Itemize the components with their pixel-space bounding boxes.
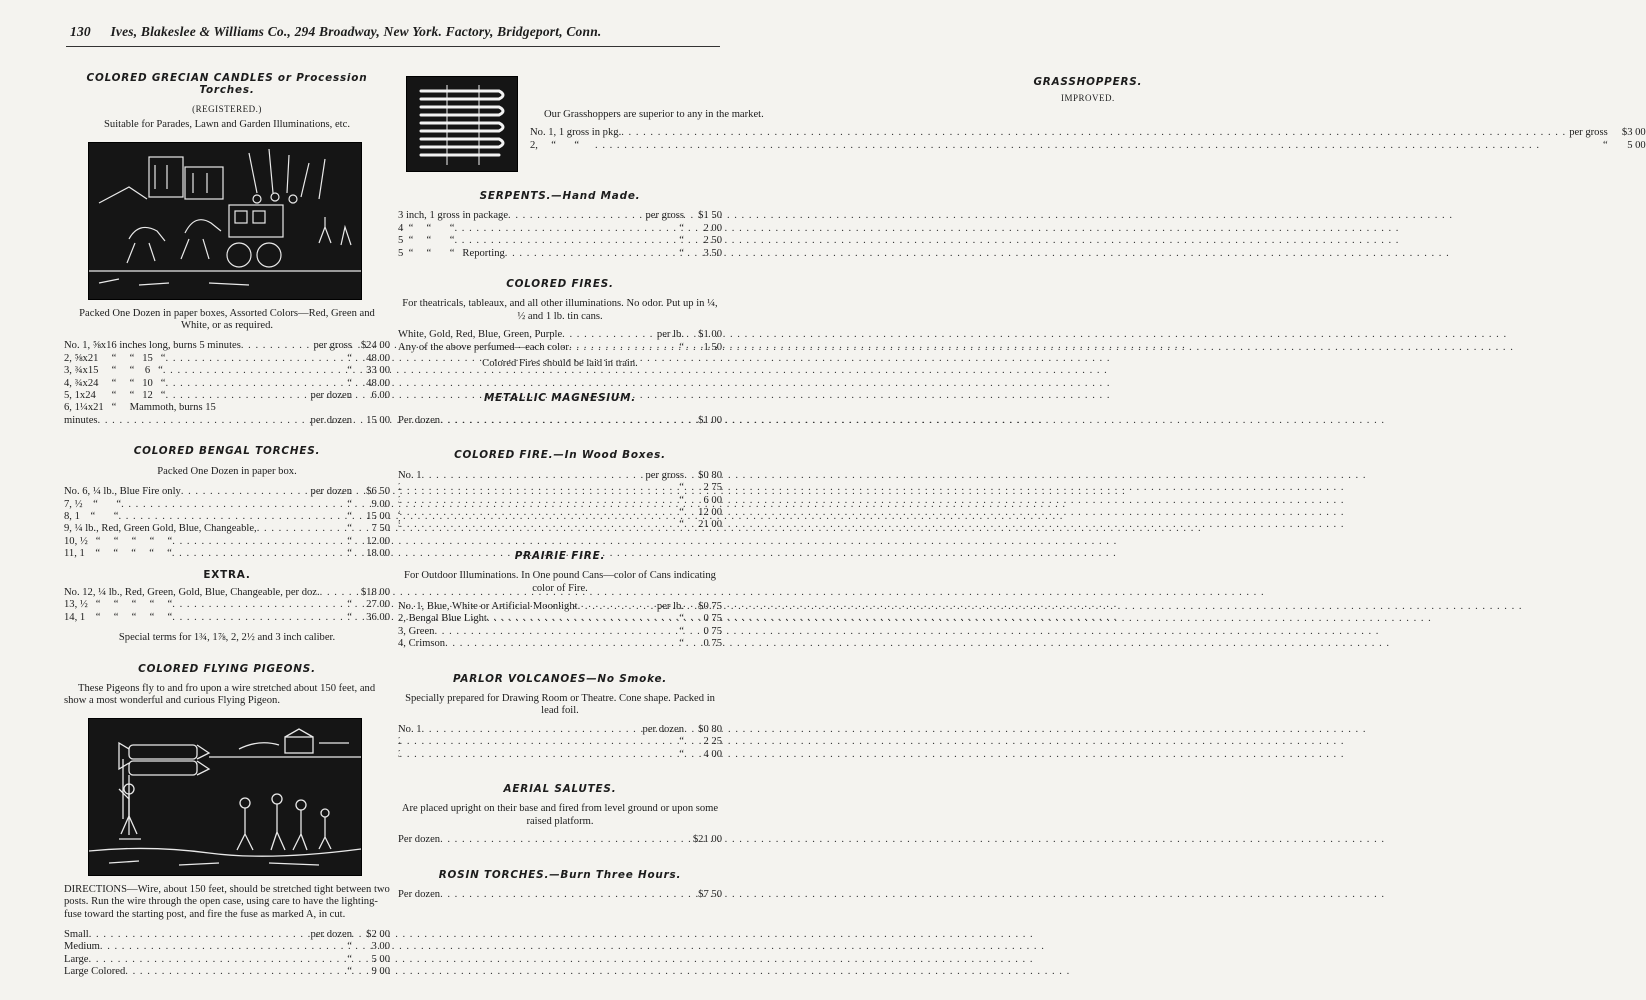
price-row-item: 10, ½ “ “ “ “ “ (64, 535, 173, 547)
price-row-item: White, Gold, Red, Blue, Green, Purple (398, 329, 563, 341)
price-row-price: $21 00 (692, 834, 722, 846)
price-row-item: Medium (64, 941, 100, 953)
dot-leader (181, 486, 308, 498)
price-row-unit: “ (1603, 139, 1608, 151)
dot-leader (440, 834, 681, 846)
dot-leader (172, 536, 344, 548)
price-row-unit: “ (347, 377, 352, 389)
price-row-price: 2 00 (703, 222, 722, 234)
flying-pigeon-engraving-image (88, 718, 362, 876)
dot-leader (569, 342, 676, 354)
price-row-unit: per gross (313, 340, 352, 352)
price-row-unit: “ (679, 613, 684, 625)
price-row (64, 599, 390, 611)
dot-leader (121, 499, 344, 511)
price-row-price: 1 50 (703, 341, 722, 353)
price-row-price: $1 00 (698, 329, 722, 341)
price-row (64, 390, 390, 402)
pigeons-directions: DIRECTIONS—Wire, about 150 feet, should be stretched tight between two posts. Run the wire through the open case, using care to have the lighting-fuse toward the starting post, and fire the fuse as marked A, in cut. (64, 883, 390, 920)
price-row-price: 0 75 (703, 638, 722, 650)
price-row-item: 9, ¼ lb., Red, Green Gold, Blue, Changeable, (64, 523, 257, 535)
page-number: 130 (70, 24, 91, 39)
prairie-price-list (398, 601, 722, 651)
price-row-unit: “ (679, 736, 684, 748)
price-row-item: No. 1 (398, 723, 422, 735)
dot-leader (505, 248, 677, 260)
dot-leader (454, 235, 676, 247)
price-row (64, 536, 390, 548)
dot-leader (163, 365, 344, 377)
price-row-price: 3 00 (371, 941, 390, 953)
price-row (64, 365, 390, 377)
header-rule (66, 46, 720, 47)
price-row-price: $3 00 (1621, 127, 1646, 139)
price-row-price: 48 00 (366, 377, 390, 389)
price-row-unit: “ (679, 625, 684, 637)
fires-note: Colored Fires should be laid in train. (482, 358, 638, 370)
price-row-unit: per lb. (656, 600, 684, 612)
price-row-price: 7 50 (371, 523, 390, 535)
price-row-price: 2 75 (703, 482, 722, 494)
price-row-unit: per dozen (310, 486, 352, 498)
price-row (64, 415, 390, 427)
woodbox-price-list (398, 470, 722, 532)
woodbox-title: COLORED FIRE.—In Wood Boxes. (454, 449, 666, 462)
dot-leader (400, 519, 677, 531)
price-row-price: 3 50 (703, 247, 722, 259)
price-row-item: 3, Green (398, 625, 435, 637)
dot-leader (89, 954, 345, 966)
price-row (398, 724, 722, 736)
price-row (64, 548, 390, 560)
price-row-unit: per gross (1569, 127, 1608, 139)
fires-title: COLORED FIRES. (506, 278, 614, 291)
dot-leader (100, 941, 344, 953)
dot-leader (621, 127, 1566, 139)
price-row (64, 499, 390, 511)
price-row-item: 2, “ “ (530, 139, 596, 151)
price-row-price: 9 00 (371, 498, 390, 510)
price-row-item: 4, Crimson (398, 638, 446, 650)
price-row (398, 223, 722, 235)
dot-leader (445, 638, 676, 650)
price-row (398, 248, 722, 260)
dot-leader (440, 889, 681, 901)
price-row-item: 6, 1¼x21 “ Mammoth, burns 15 (64, 402, 216, 414)
price-row-item: Any of the above perfumed—each color (398, 341, 569, 353)
fires-desc: For theatricals, tableaux, and all other illuminations. No odor. Put up in ¼, ½ and 1 lb. tin cans. (402, 298, 718, 322)
price-row-unit: “ (347, 941, 352, 953)
prairie-title: PRAIRIE FIRE. (514, 549, 606, 562)
price-row-unit: “ (347, 599, 352, 611)
dot-leader (508, 210, 642, 222)
rosin-title: ROSIN TORCHES.—Burn Three Hours. (438, 868, 682, 881)
price-row (64, 929, 390, 941)
price-row-unit: per gross (645, 210, 684, 222)
price-row-price: 15 00 (366, 510, 390, 522)
grecian-registered: (REGISTERED.) (192, 103, 262, 114)
price-row-unit: “ (347, 611, 352, 623)
price-row-item: Large Colored (64, 966, 126, 978)
dot-leader (422, 470, 643, 482)
price-row (398, 613, 722, 625)
price-row (64, 523, 390, 535)
price-row-unit: “ (347, 365, 352, 377)
price-row-item: 4 “ “ “ (398, 222, 455, 234)
price-row (398, 601, 722, 613)
price-row (398, 834, 722, 846)
price-row-price: 6 00 (371, 390, 390, 402)
price-row (398, 482, 722, 494)
price-row-price: $0 80 (698, 469, 722, 481)
price-row-unit: “ (679, 482, 684, 494)
serpents-price-list (398, 210, 722, 260)
price-row-price: 5 00 (371, 953, 390, 965)
price-row-unit: “ (679, 519, 684, 531)
price-row-price: $24 00 (360, 340, 390, 352)
grecian-packed: Packed One Dozen in paper boxes, Assorted Colors—Red, Green and White, or as required. (79, 307, 375, 332)
grecian-price-list (64, 340, 390, 427)
bengal-packed: Packed One Dozen in paper box. (157, 465, 297, 477)
right-column (398, 72, 1646, 901)
price-row (64, 353, 390, 365)
price-row (398, 470, 722, 482)
price-row-item: Per dozen (398, 834, 441, 846)
bengal-extra-title: EXTRA. (203, 568, 251, 581)
page-header (70, 24, 718, 40)
price-row (398, 210, 722, 222)
dot-leader (118, 511, 344, 523)
dot-leader (172, 612, 344, 624)
price-row-item: No. 1, ⅝x16 inches long, burns 5 minutes (64, 340, 241, 352)
price-row-unit: “ (347, 498, 352, 510)
price-row-item: No. 6, ¼ lb., Blue Fire only (64, 486, 181, 498)
price-row-price: 33 00 (366, 365, 390, 377)
price-row-item: 13, ½ “ “ “ “ “ (64, 599, 173, 611)
dot-leader (400, 736, 677, 748)
price-row (398, 342, 722, 354)
price-row-item: Small (64, 929, 89, 940)
price-row (398, 626, 722, 638)
price-row-price: 4 00 (703, 748, 722, 760)
volcanoes-price-list (398, 724, 722, 761)
price-row-price: 15 00 (366, 414, 390, 426)
dot-leader (400, 507, 677, 519)
price-row (398, 495, 722, 507)
pigeons-title: COLORED FLYING PIGEONS. (138, 662, 316, 675)
magnesium-price-list (398, 415, 722, 427)
price-row (64, 340, 390, 352)
price-row-item: Large (64, 953, 89, 965)
price-row-item: No. 1, Blue, White or Artificial Moonlight (398, 600, 578, 612)
price-row (530, 127, 1646, 139)
dot-leader (595, 140, 1600, 152)
price-row-unit: per lb. (656, 329, 684, 341)
price-row (64, 941, 390, 953)
grasshoppers-title: GRASSHOPPERS. (1033, 76, 1143, 88)
price-row-unit: per dozen (642, 723, 684, 735)
grasshoppers-engraving-image (406, 76, 518, 172)
price-row (398, 749, 722, 761)
price-row-item: 2, Bengal Blue Light (398, 613, 487, 625)
price-row-price: 48 00 (366, 352, 390, 364)
price-row (64, 511, 390, 523)
price-row-price: 5 00 (1627, 139, 1646, 151)
price-row-item: 8, 1 “ “ (64, 510, 119, 522)
dot-leader (400, 482, 677, 494)
bengal-special: Special terms for 1¾, 1⅞, 2, 2½ and 3 inch caliber. (118, 632, 336, 644)
price-row (398, 638, 722, 650)
price-row-unit: “ (679, 638, 684, 650)
price-row (64, 402, 390, 414)
dot-leader (257, 523, 345, 535)
price-row-unit: “ (679, 247, 684, 259)
dot-leader (241, 340, 311, 352)
price-row (398, 507, 722, 519)
price-row-item: 2, ⅝x21 “ “ 15 “ (64, 352, 166, 364)
bengal-title: COLORED BENGAL TORCHES. (133, 445, 321, 458)
price-row-item: 3 inch, 1 gross in package (398, 210, 509, 222)
price-row (64, 378, 390, 390)
dot-leader (166, 353, 345, 365)
price-row-item: Per dozen (398, 414, 441, 426)
price-row-item: Per dozen (398, 889, 441, 901)
price-row-item: 14, 1 “ “ “ “ “ (64, 611, 173, 623)
price-row-unit: per dozen (310, 390, 352, 402)
price-row-unit: “ (679, 341, 684, 353)
dot-leader (320, 587, 349, 599)
price-row-price: 27 00 (366, 599, 390, 611)
price-row-item: 4, ¾x24 “ “ 10 “ (64, 377, 166, 389)
price-row-unit: “ (347, 510, 352, 522)
price-row-unit: “ (347, 535, 352, 547)
dot-leader (172, 548, 344, 560)
price-row-price: 2 50 (703, 235, 722, 247)
grecian-desc: Suitable for Parades, Lawn and Garden Illuminations, etc. (104, 119, 350, 131)
prairie-desc: For Outdoor Illuminations. In One pound Cans—color of Cans indicating color of Fire. (404, 570, 716, 594)
dot-leader (578, 601, 654, 613)
bengal-extra-price-list (64, 587, 390, 624)
price-row-price: 2 25 (703, 736, 722, 748)
price-row-unit: “ (679, 494, 684, 506)
grasshoppers-improved: IMPROVED. (1060, 93, 1115, 104)
price-row (530, 140, 1646, 152)
salutes-desc: Are placed upright on their base and fired from level ground or upon some raised platform. (401, 803, 719, 827)
dot-leader (454, 223, 676, 235)
price-row-price: 12 00 (366, 535, 390, 547)
price-row-item: 5 “ “ “ (398, 235, 455, 247)
price-row-price: $18 00 (360, 586, 390, 598)
price-row-price: 6 00 (703, 494, 722, 506)
magnesium-title: METALLIC MAGNESIUM. (483, 392, 637, 405)
price-row-price: 0 75 (703, 613, 722, 625)
volcanoes-title: PARLOR VOLCANOES—No Smoke. (452, 672, 668, 685)
dot-leader (562, 329, 654, 341)
pigeons-price-list (64, 929, 390, 979)
salutes-price-list (398, 834, 722, 846)
price-row (64, 966, 390, 978)
price-row-item: 3, ¾x15 “ “ 6 “ (64, 365, 163, 377)
price-row-unit: “ (347, 548, 352, 560)
dot-leader (434, 626, 676, 638)
price-row (64, 486, 390, 498)
price-row-unit: per dozen (310, 414, 352, 426)
price-row-price: $0 75 (698, 600, 722, 612)
price-row-item: minutes (64, 414, 98, 426)
price-row-unit: per dozen (310, 929, 352, 940)
dot-leader (125, 966, 344, 978)
price-row-unit: “ (679, 748, 684, 760)
price-row-item: 5 “ “ “ Reporting (398, 247, 505, 259)
bengal-price-list (64, 486, 390, 560)
price-row-price: $0 80 (698, 723, 722, 735)
dot-leader (400, 495, 677, 507)
price-row (398, 736, 722, 748)
dot-leader (98, 415, 308, 427)
price-row-unit: “ (679, 222, 684, 234)
price-row-unit: “ (347, 523, 352, 535)
price-row-unit: “ (347, 352, 352, 364)
price-row (398, 235, 722, 247)
left-column (64, 72, 390, 979)
grasshoppers-price-list (530, 127, 1646, 152)
price-row (398, 519, 722, 531)
price-row (398, 329, 722, 341)
price-row-price: $6 50 (366, 486, 390, 498)
salutes-title: AERIAL SALUTES. (503, 783, 617, 795)
header-text: Ives, Blakeslee & Williams Co., 294 Broadway, New York. Factory, Bridgeport, Conn. (110, 24, 602, 39)
price-row-unit: “ (347, 966, 352, 978)
dot-leader (89, 929, 308, 941)
price-row-price: 21 00 (698, 519, 722, 531)
price-row (398, 415, 722, 427)
price-row-price: 18 00 (366, 548, 390, 560)
serpents-title: SERPENTS.—Hand Made. (479, 190, 641, 202)
price-row-item: 7, ½ “ “ (64, 498, 122, 510)
price-row-price: 12 00 (698, 506, 722, 518)
price-row-item: No. 12, ¼ lb., Red, Green, Gold, Blue, Changeable, per doz. (64, 586, 320, 598)
price-row (64, 954, 390, 966)
pigeons-desc: These Pigeons fly to and fro upon a wire stretched about 150 feet, and show a most wonderful and curious Flying Pigeon. (64, 682, 376, 707)
dot-leader (440, 415, 681, 427)
price-row-price: $2 00 (366, 929, 390, 940)
price-row-unit: “ (347, 953, 352, 965)
fires-price-list (398, 329, 722, 354)
price-row (64, 612, 390, 624)
parade-engraving-image (88, 142, 362, 300)
price-row-unit: “ (679, 506, 684, 518)
price-row-price: 9 00 (371, 966, 390, 978)
rosin-price-list (398, 889, 722, 901)
price-row-price: 0 75 (703, 625, 722, 637)
dot-leader (166, 390, 308, 402)
price-row (398, 889, 722, 901)
dot-leader (172, 599, 344, 611)
price-row-item: 11, 1 “ “ “ “ “ (64, 548, 172, 560)
price-row-item: No. 1 (398, 469, 422, 481)
price-row-price: $1 00 (698, 414, 722, 426)
price-row-price: $1 50 (698, 210, 722, 222)
dot-leader (487, 613, 676, 625)
dot-leader (166, 378, 345, 390)
volcanoes-desc: Specially prepared for Drawing Room or Theatre. Cone shape. Packed in lead foil. (405, 692, 715, 717)
price-row-price: 36 00 (366, 611, 390, 623)
dot-leader (422, 724, 640, 736)
price-row-item: 5, 1x24 “ “ 12 “ (64, 390, 166, 402)
dot-leader (400, 749, 677, 761)
price-row-unit: per gross (645, 469, 684, 481)
price-row-unit: “ (679, 235, 684, 247)
price-row-price: $7 50 (698, 889, 722, 901)
grasshoppers-desc: Our Grasshoppers are superior to any in the market. (544, 108, 764, 120)
price-row-item: No. 1, 1 gross in pkg. (530, 127, 622, 139)
grecian-title: COLORED GRECIAN CANDLES or Procession Torches. (86, 72, 368, 97)
price-row (64, 587, 390, 599)
